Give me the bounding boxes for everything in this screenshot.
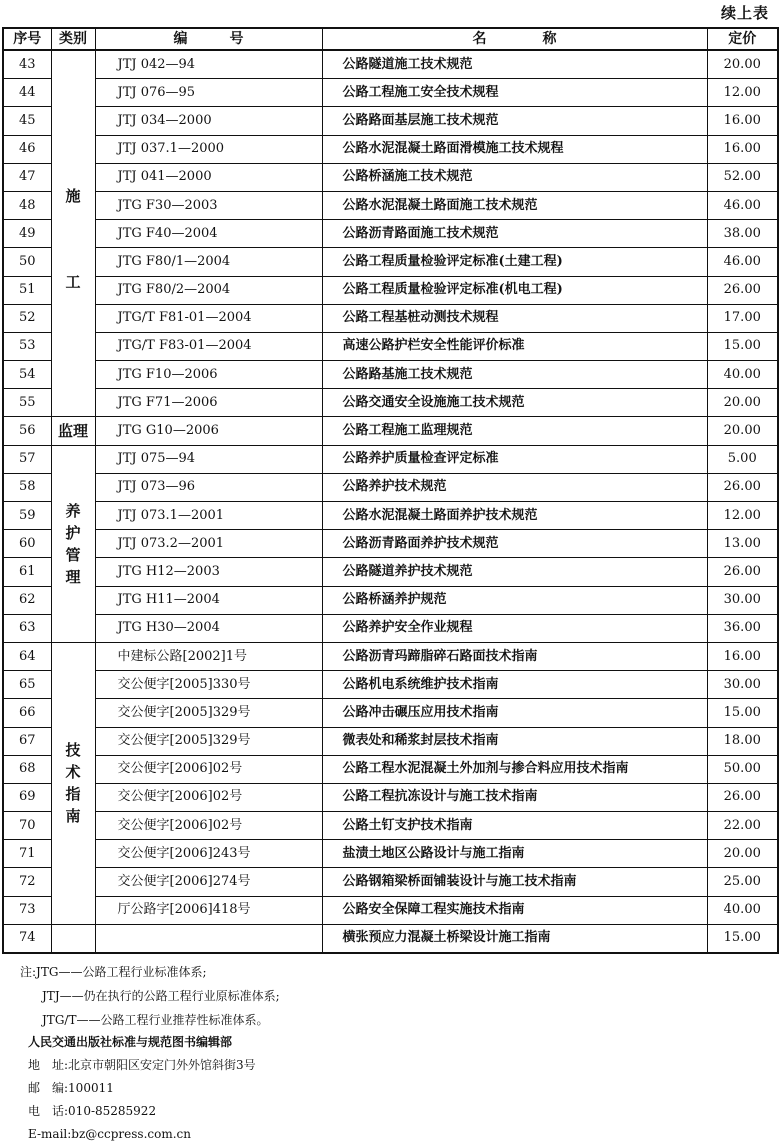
standard-name: 公路工程抗冻设计与施工技术指南 <box>322 783 707 811</box>
table-row <box>3 530 778 558</box>
price: 46.00 <box>707 248 778 276</box>
table-row <box>3 727 778 755</box>
standard-name: 公路养护安全作业规程 <box>322 614 707 642</box>
row-number: 61 <box>3 558 51 586</box>
standard-name: 公路路基施工技术规范 <box>322 361 707 389</box>
standard-code: 交公便字[2006]274号 <box>95 868 322 896</box>
standard-code: JTG F80/1—2004 <box>95 248 322 276</box>
standard-name: 公路路面基层施工技术规范 <box>322 107 707 135</box>
price: 15.00 <box>707 332 778 360</box>
standard-code: 交公便字[2006]02号 <box>95 755 322 783</box>
row-number: 67 <box>3 727 51 755</box>
row-number: 53 <box>3 332 51 360</box>
table-row <box>3 79 778 107</box>
row-number: 72 <box>3 868 51 896</box>
row-number: 65 <box>3 671 51 699</box>
price: 22.00 <box>707 812 778 840</box>
standard-name: 公路桥涵施工技术规范 <box>322 163 707 191</box>
row-number: 70 <box>3 812 51 840</box>
note-jtgt: JTG/T——公路工程行业推荐性标准体系。 <box>42 1013 269 1027</box>
standard-name: 公路养护质量检查评定标准 <box>322 445 707 473</box>
price: 30.00 <box>707 671 778 699</box>
standard-name: 公路养护技术规范 <box>322 473 707 501</box>
standards-table <box>2 27 779 954</box>
notes <box>20 960 769 1032</box>
price: 18.00 <box>707 727 778 755</box>
standard-code: JTG/T F83-01—2004 <box>95 332 322 360</box>
standard-name: 公路沥青路面养护技术规范 <box>322 530 707 558</box>
standard-code: JTJ 073—96 <box>95 473 322 501</box>
table-row <box>3 304 778 332</box>
table-row <box>3 332 778 360</box>
standard-name: 公路隧道养护技术规范 <box>322 558 707 586</box>
row-number: 56 <box>3 417 51 445</box>
publisher-phone: 电 话:010-85285922 <box>28 1104 157 1118</box>
standard-name: 公路工程基桩动测技术规程 <box>322 304 707 332</box>
row-number: 48 <box>3 191 51 219</box>
standard-code: JTG F71—2006 <box>95 389 322 417</box>
row-number: 50 <box>3 248 51 276</box>
category-cell <box>51 924 95 953</box>
standard-code: JTJ 041—2000 <box>95 163 322 191</box>
price: 16.00 <box>707 135 778 163</box>
category-construction: 施工 <box>65 186 81 291</box>
table-row <box>3 840 778 868</box>
standard-code: 厅公路字[2006]418号 <box>95 896 322 924</box>
price: 36.00 <box>707 614 778 642</box>
category-cell <box>51 445 95 642</box>
standard-name: 公路隧道施工技术规范 <box>322 50 707 79</box>
table-row <box>3 783 778 811</box>
category-cell <box>51 417 95 445</box>
price: 30.00 <box>707 586 778 614</box>
row-number: 74 <box>3 924 51 953</box>
table-row <box>3 445 778 473</box>
table-row <box>3 671 778 699</box>
table-row <box>3 389 778 417</box>
row-number: 58 <box>3 473 51 501</box>
table-row <box>3 135 778 163</box>
row-number: 66 <box>3 699 51 727</box>
table-row <box>3 896 778 924</box>
price: 15.00 <box>707 699 778 727</box>
standard-code: JTG/T F81-01—2004 <box>95 304 322 332</box>
standard-code: 交公便字[2005]329号 <box>95 699 322 727</box>
category-maintenance: 养护管理 <box>65 501 81 586</box>
row-number: 44 <box>3 79 51 107</box>
table-row <box>3 586 778 614</box>
price: 40.00 <box>707 896 778 924</box>
price: 25.00 <box>707 868 778 896</box>
price: 5.00 <box>707 445 778 473</box>
row-number: 46 <box>3 135 51 163</box>
header-name: 名 称 <box>322 28 707 50</box>
price: 12.00 <box>707 502 778 530</box>
row-number: 69 <box>3 783 51 811</box>
category-supervision: 监理 <box>57 422 88 441</box>
standard-code: JTJ 034—2000 <box>95 107 322 135</box>
standard-code: JTG F80/2—2004 <box>95 276 322 304</box>
price: 16.00 <box>707 107 778 135</box>
table-row <box>3 642 778 670</box>
standard-code: JTG G10—2006 <box>95 417 322 445</box>
price: 26.00 <box>707 558 778 586</box>
row-number: 71 <box>3 840 51 868</box>
table-row <box>3 248 778 276</box>
standard-name: 微表处和稀浆封层技术指南 <box>322 727 707 755</box>
category-guides: 技术指南 <box>65 741 81 826</box>
standard-name: 公路沥青玛蹄脂碎石路面技术指南 <box>322 642 707 670</box>
table-row <box>3 191 778 219</box>
table-row <box>3 107 778 135</box>
standard-code: 交公便字[2006]02号 <box>95 812 322 840</box>
price: 15.00 <box>707 924 778 953</box>
standard-name: 公路钢箱梁桥面铺装设计与施工技术指南 <box>322 868 707 896</box>
price: 40.00 <box>707 361 778 389</box>
standard-code: 交公便字[2006]243号 <box>95 840 322 868</box>
publisher-info <box>28 1032 256 1147</box>
row-number: 52 <box>3 304 51 332</box>
price: 26.00 <box>707 276 778 304</box>
price: 50.00 <box>707 755 778 783</box>
price: 52.00 <box>707 163 778 191</box>
publisher-email: E-mail:bz@ccpress.com.cn <box>28 1127 191 1141</box>
table-row <box>3 812 778 840</box>
header-code: 编 号 <box>95 28 322 50</box>
row-number: 64 <box>3 642 51 670</box>
row-number: 63 <box>3 614 51 642</box>
standard-name: 公路桥涵养护规范 <box>322 586 707 614</box>
standard-code: 交公便字[2006]02号 <box>95 783 322 811</box>
table-row <box>3 924 778 953</box>
price: 20.00 <box>707 50 778 79</box>
standard-name: 公路工程质量检验评定标准(土建工程) <box>322 248 707 276</box>
publisher-name: 人民交通出版社标准与规范图书编辑部 <box>28 1035 233 1049</box>
row-number: 55 <box>3 389 51 417</box>
standard-code <box>95 924 322 953</box>
standard-name: 盐渍土地区公路设计与施工指南 <box>322 840 707 868</box>
standard-name: 公路冲击碾压应用技术指南 <box>322 699 707 727</box>
standard-code: JTG F40—2004 <box>95 220 322 248</box>
table-row <box>3 755 778 783</box>
row-number: 60 <box>3 530 51 558</box>
category-cell <box>51 50 95 417</box>
standard-name: 公路机电系统维护技术指南 <box>322 671 707 699</box>
price: 20.00 <box>707 840 778 868</box>
standard-name: 公路土钉支护技术指南 <box>322 812 707 840</box>
price: 17.00 <box>707 304 778 332</box>
price: 46.00 <box>707 191 778 219</box>
row-number: 59 <box>3 502 51 530</box>
row-number: 49 <box>3 220 51 248</box>
note-jtj: JTJ——仍在执行的公路工程行业原标准体系; <box>42 989 280 1003</box>
standard-code: JTG H11—2004 <box>95 586 322 614</box>
table-row <box>3 699 778 727</box>
standard-name: 高速公路护栏安全性能评价标准 <box>322 332 707 360</box>
standard-code: JTG F30—2003 <box>95 191 322 219</box>
price: 38.00 <box>707 220 778 248</box>
header-no: 序号 <box>3 28 51 50</box>
standard-name: 公路安全保障工程实施技术指南 <box>322 896 707 924</box>
standard-name: 公路交通安全设施施工技术规范 <box>322 389 707 417</box>
standard-code: 交公便字[2005]330号 <box>95 671 322 699</box>
standard-code: JTJ 042—94 <box>95 50 322 79</box>
header-price: 定价 <box>707 28 778 50</box>
table-row <box>3 276 778 304</box>
price: 20.00 <box>707 389 778 417</box>
table-row <box>3 417 778 445</box>
standard-name: 公路沥青路面施工技术规范 <box>322 220 707 248</box>
standard-code: JTJ 073.2—2001 <box>95 530 322 558</box>
row-number: 57 <box>3 445 51 473</box>
price: 20.00 <box>707 417 778 445</box>
table-row <box>3 220 778 248</box>
row-number: 47 <box>3 163 51 191</box>
table-row <box>3 163 778 191</box>
standard-code: 交公便字[2005]329号 <box>95 727 322 755</box>
standard-name: 公路工程水泥混凝土外加剂与掺合料应用技术指南 <box>322 755 707 783</box>
standard-code: JTJ 037.1—2000 <box>95 135 322 163</box>
table-row <box>3 502 778 530</box>
standard-name: 公路工程施工监理规范 <box>322 417 707 445</box>
table-header-row <box>3 28 778 50</box>
note-jtg: 注:JTG——公路工程行业标准体系; <box>20 965 207 979</box>
category-cell <box>51 642 95 924</box>
standard-name: 公路水泥混凝土路面养护技术规范 <box>322 502 707 530</box>
table-row <box>3 361 778 389</box>
price: 16.00 <box>707 642 778 670</box>
standard-code: JTG F10—2006 <box>95 361 322 389</box>
price: 26.00 <box>707 783 778 811</box>
row-number: 54 <box>3 361 51 389</box>
standard-code: 中建标公路[2002]1号 <box>95 642 322 670</box>
table-row <box>3 614 778 642</box>
standard-code: JTG H30—2004 <box>95 614 322 642</box>
table-row <box>3 558 778 586</box>
standard-name: 公路水泥混凝土路面滑模施工技术规程 <box>322 135 707 163</box>
header-category: 类别 <box>51 28 95 50</box>
row-number: 43 <box>3 50 51 79</box>
standard-name: 公路工程质量检验评定标准(机电工程) <box>322 276 707 304</box>
row-number: 45 <box>3 107 51 135</box>
standard-name: 公路工程施工安全技术规程 <box>322 79 707 107</box>
continued-label: 续上表 <box>720 4 769 22</box>
publisher-address: 地 址:北京市朝阳区安定门外外馆斜街3号 <box>28 1058 256 1072</box>
publisher-postcode: 邮 编:100011 <box>28 1081 114 1095</box>
standard-code: JTG H12—2003 <box>95 558 322 586</box>
row-number: 51 <box>3 276 51 304</box>
price: 26.00 <box>707 473 778 501</box>
standard-code: JTJ 076—95 <box>95 79 322 107</box>
price: 13.00 <box>707 530 778 558</box>
standard-code: JTJ 073.1—2001 <box>95 502 322 530</box>
standard-name: 公路水泥混凝土路面施工技术规范 <box>322 191 707 219</box>
row-number: 62 <box>3 586 51 614</box>
standard-code: JTJ 075—94 <box>95 445 322 473</box>
table-row <box>3 868 778 896</box>
row-number: 68 <box>3 755 51 783</box>
table-row <box>3 473 778 501</box>
row-number: 73 <box>3 896 51 924</box>
price: 12.00 <box>707 79 778 107</box>
table-row <box>3 50 778 79</box>
table-body <box>3 50 778 953</box>
standard-name: 横张预应力混凝土桥梁设计施工指南 <box>322 924 707 953</box>
